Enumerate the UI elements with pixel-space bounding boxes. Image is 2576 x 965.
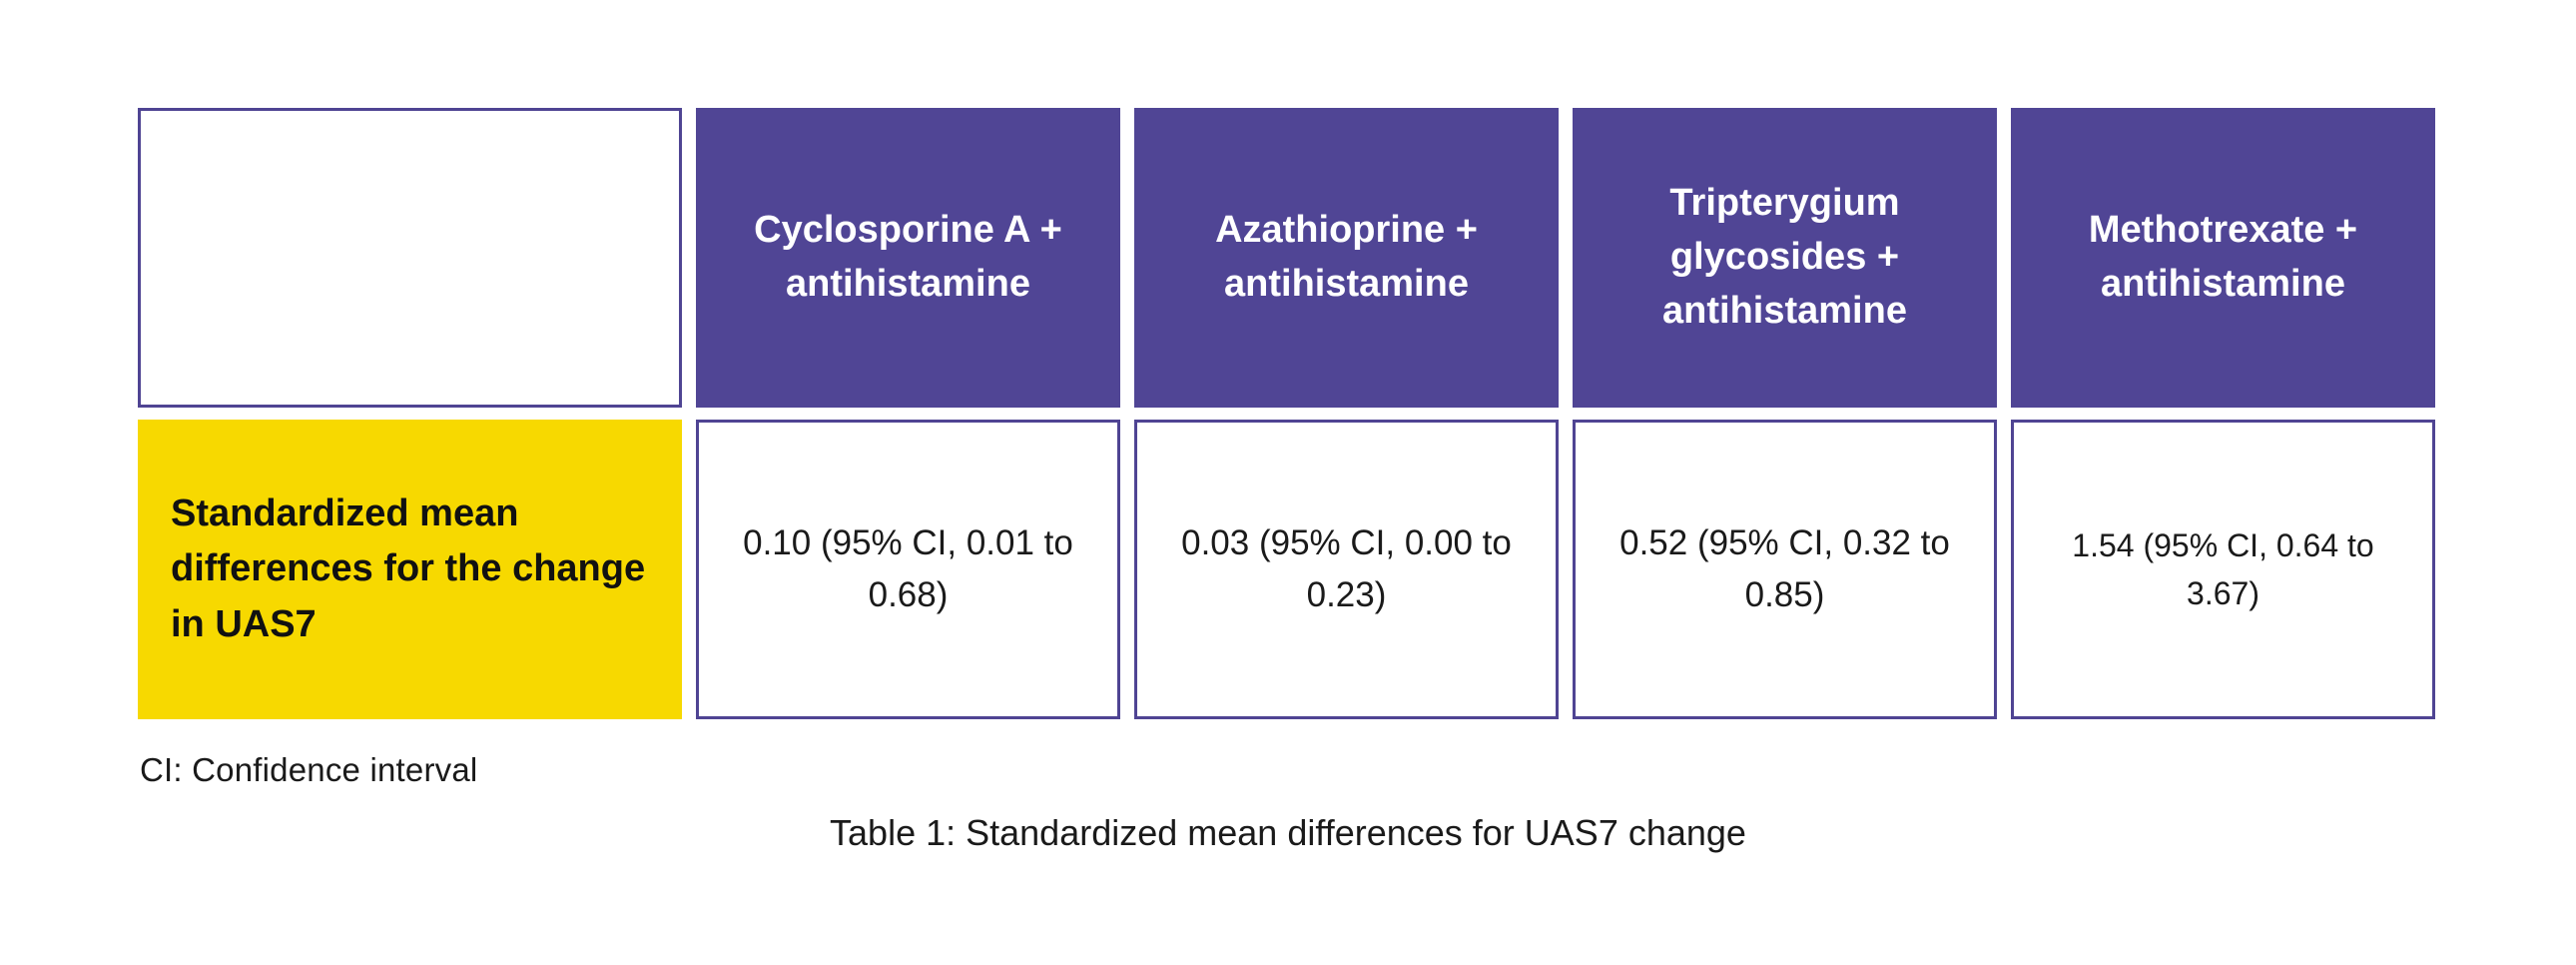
column-header-tripterygium: Tripterygium glycosides + antihistamine: [1573, 108, 1997, 408]
column-header-azathioprine: Azathioprine + antihistamine: [1134, 108, 1559, 408]
value-azathioprine: 0.03 (95% CI, 0.00 to 0.23): [1134, 420, 1559, 719]
column-header-cyclosporine: Cyclosporine A + antihistamine: [696, 108, 1120, 408]
row-label-uas7-change: Standardized mean differences for the change in UAS7: [138, 420, 682, 719]
table-row: [138, 420, 2435, 719]
table-header-row: [138, 108, 2435, 408]
value-tripterygium: 0.52 (95% CI, 0.32 to 0.85): [1573, 420, 1997, 719]
table-footnote: CI: Confidence interval: [140, 751, 478, 788]
table-container: [138, 96, 2444, 731]
value-methotrexate: 1.54 (95% CI, 0.64 to 3.67): [2011, 420, 2435, 719]
column-header-methotrexate: Methotrexate + antihistamine: [2011, 108, 2435, 408]
table-caption: Table 1: Standardized mean differences for UAS7 change: [830, 812, 1746, 853]
table-corner-cell: [138, 108, 682, 408]
standardized-mean-differences-table: [124, 96, 2449, 731]
value-cyclosporine: 0.10 (95% CI, 0.01 to 0.68): [696, 420, 1120, 719]
